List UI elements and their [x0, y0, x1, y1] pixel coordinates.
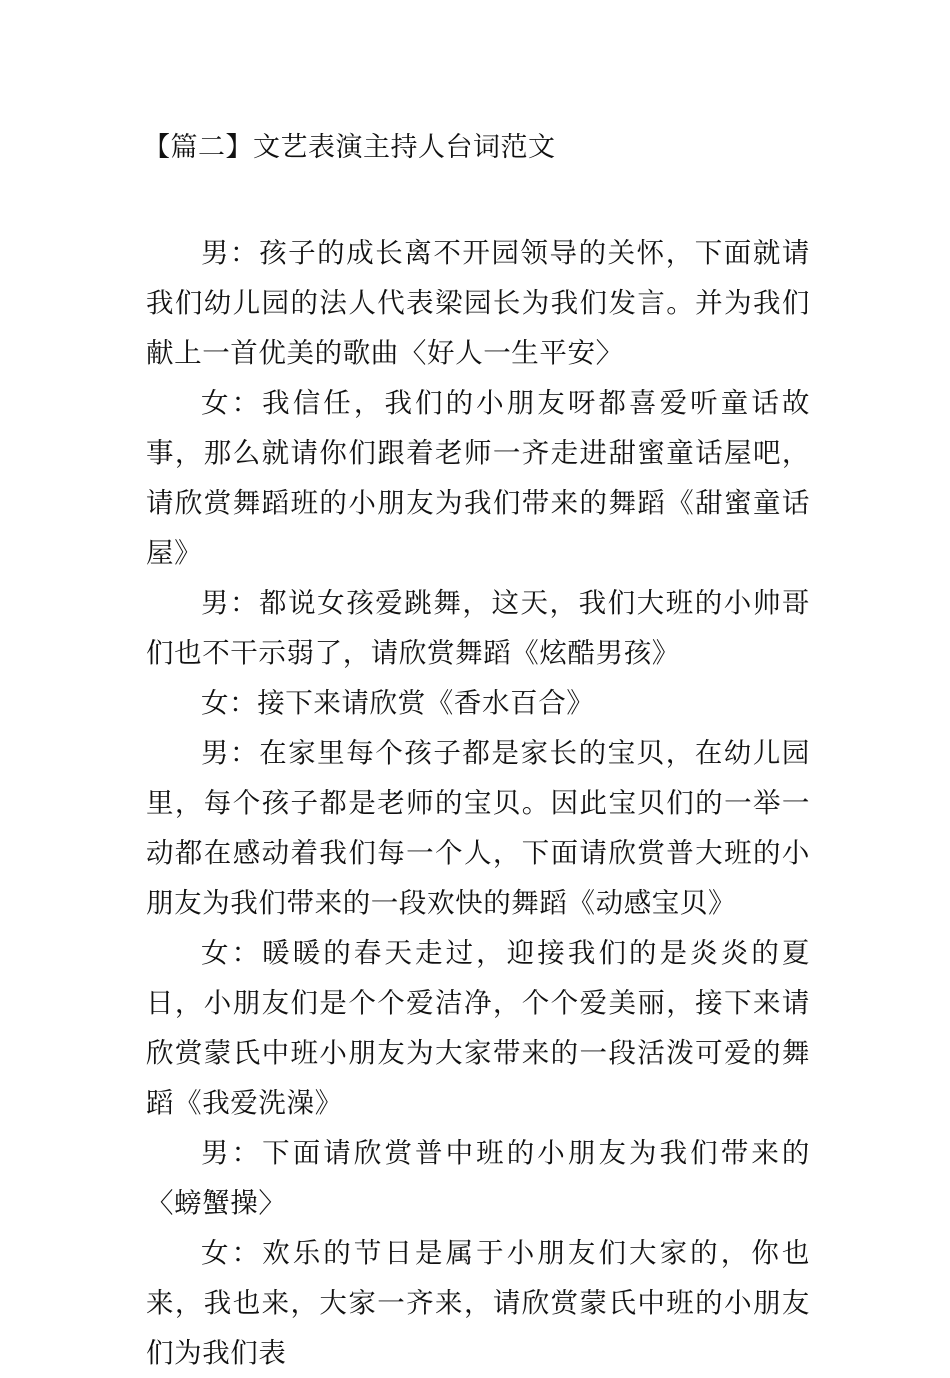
- paragraph-3: 男：都说女孩爱跳舞，这天，我们大班的小帅哥们也不干示弱了，请欣赏舞蹈《炫酷男孩》: [146, 587, 810, 669]
- paragraph-6: 女：暖暖的春天走过，迎接我们的是炎炎的夏日，小朋友们是个个爱洁净，个个爱美丽，接下来请欣赏蒙氏中班小朋友为大家带来的一段活泼可爱的舞蹈《我爱洗澡》: [146, 937, 810, 1119]
- paragraph-4: 女：接下来请欣赏《香水百合》: [201, 687, 595, 719]
- paragraph-7: 男：下面请欣赏普中班的小朋友为我们带来的〈螃蟹操〉: [146, 1137, 810, 1219]
- document-heading: 【篇二】文艺表演主持人台词范文: [143, 132, 556, 163]
- paragraph-5: 男：在家里每个孩子都是家长的宝贝，在幼儿园里，每个孩子都是老师的宝贝。因此宝贝们的一举一动都在感动着我们每一个人，下面请欣赏普大班的小朋友为我们带来的一段欢快的舞蹈《动感宝贝》: [146, 737, 810, 919]
- paragraph-1: 男：孩子的成长离不开园领导的关怀，下面就请我们幼儿园的法人代表梁园长为我们发言。并为我们献上一首优美的歌曲〈好人一生平安〉: [146, 237, 810, 369]
- paragraph-2: 女：我信任，我们的小朋友呀都喜爱听童话故事，那么就请你们跟着老师一齐走进甜蜜童话屋吧，请欣赏舞蹈班的小朋友为我们带来的舞蹈《甜蜜童话屋》: [146, 387, 810, 569]
- paragraph-8: 女：欢乐的节日是属于小朋友们大家的，你也来，我也来，大家一齐来，请欣赏蒙氏中班的小朋友们为我们表: [146, 1237, 810, 1369]
- document-body: [146, 228, 810, 1378]
